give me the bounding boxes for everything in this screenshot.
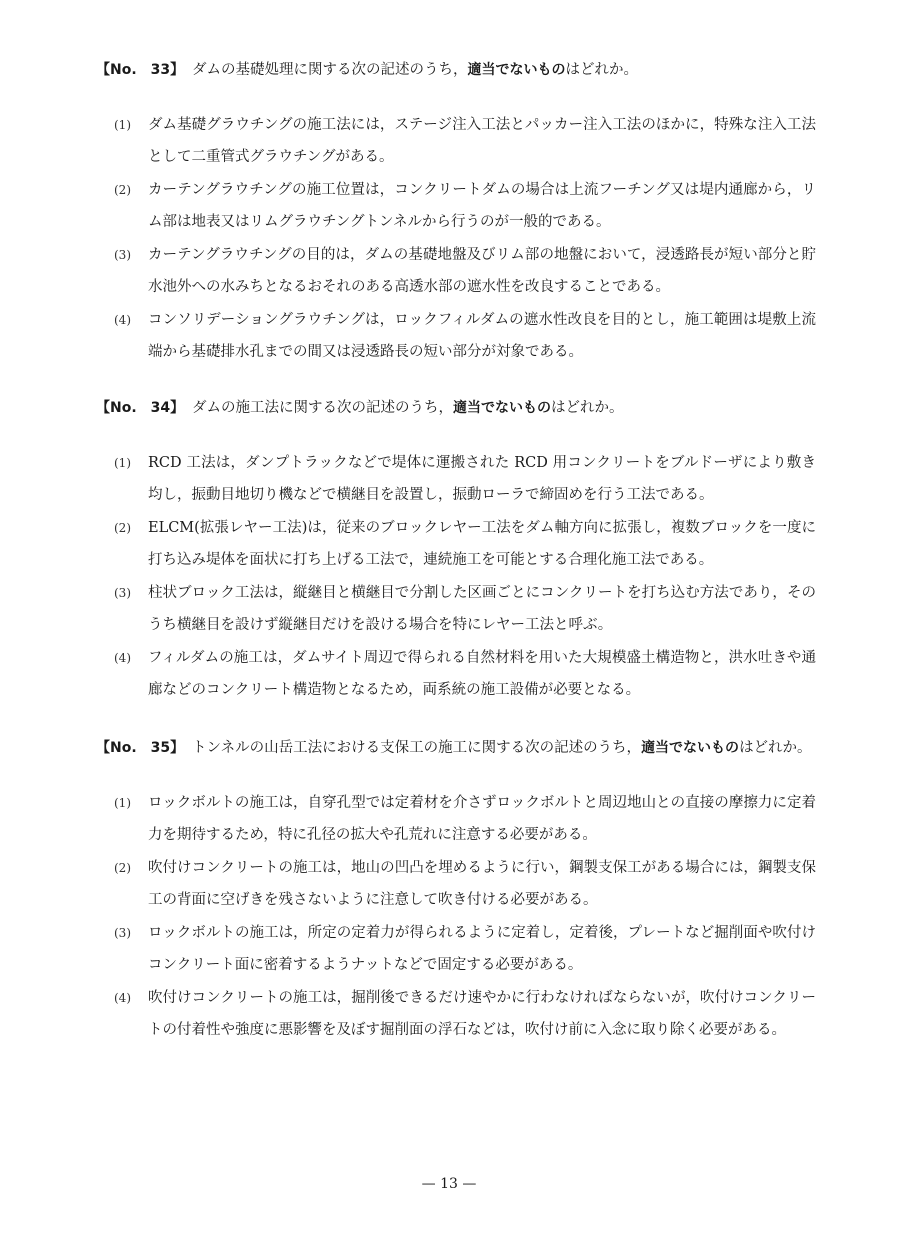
option-text: ダム基礎グラウチングの施工法には，ステージ注入工法とパッカー注入工法のほかに，特殊な注入工法として二重管式グラウチングがある。 — [148, 117, 816, 165]
option-number: (2) — [114, 183, 131, 197]
option-number: (3) — [114, 926, 131, 940]
option-number: (3) — [114, 586, 131, 600]
option-text: 吹付けコンクリートの施工は，掘削後できるだけ速やかに行わなければならないが，吹付けコンクリートの付着性や強度に悪影響を及ぼす掘削面の浮石などは，吹付け前に入念に取り除く必要がある。 — [148, 990, 816, 1038]
option-number: (4) — [114, 651, 131, 665]
option-text: ロックボルトの施工は，自穿孔型では定着材を介さずロックボルトと周辺地山との直接の摩擦力に定着力を期待するため，特に孔径の拡大や孔荒れに注意する必要がある。 — [148, 795, 816, 843]
question-number: 【No. 33】 — [96, 62, 185, 78]
question-stem: ダムの施工法に関する次の記述のうち，適当でないものはどれか。 — [192, 400, 624, 416]
option-text: 吹付けコンクリートの施工は，地山の凹凸を埋めるように行い，鋼製支保工がある場合には，鋼製支保工の背面に空げきを残さないように注意して吹き付ける必要がある。 — [148, 860, 816, 908]
option-item — [96, 642, 816, 706]
option-text: 柱状ブロック工法は，縦継目と横継目で分割した区画ごとにコンクリートを打ち込む方法であり，そのうち横継目を設けず縦継目だけを設ける場合を特にレヤー工法と呼ぶ。 — [148, 585, 816, 633]
option-number: (4) — [114, 313, 131, 327]
option-item — [96, 239, 816, 303]
option-text: ELCM(拡張レヤー工法)は，従来のブロックレヤー工法をダム軸方向に拡張し，複数ブロックを一度に打ち込み堤体を面状に打ち上げる工法で，連続施工を可能とする合理化施工法である。 — [148, 520, 816, 568]
question-stem: トンネルの山岳工法における支保工の施工に関する次の記述のうち，適当でないものはどれか。 — [192, 740, 812, 756]
option-text: RCD 工法は，ダンプトラックなどで堤体に運搬された RCD 用コンクリートをブルドーザにより敷き均し，振動目地切り機などで横継目を設置し，振動ローラで締固めを行う工法である。 — [148, 455, 816, 503]
option-item — [96, 304, 816, 368]
option-item — [96, 852, 816, 916]
option-item — [96, 917, 816, 981]
question-number: 【No. 34】 — [96, 400, 185, 416]
option-item — [96, 512, 816, 576]
emphasis-text: 適当でないもの — [467, 62, 566, 78]
option-item — [96, 982, 816, 1046]
question-33 — [96, 54, 816, 369]
option-number: (4) — [114, 991, 131, 1005]
option-item — [96, 174, 816, 238]
option-text: コンソリデーショングラウチングは，ロックフィルダムの遮水性改良を目的とし，施工範囲は堤敷上流端から基礎排水孔までの間又は浸透路長の短い部分が対象である。 — [148, 312, 816, 360]
option-item — [96, 577, 816, 641]
question-stem: ダムの基礎処理に関する次の記述のうち，適当でないものはどれか。 — [192, 62, 638, 78]
option-text: フィルダムの施工は，ダムサイト周辺で得られる自然材料を用いた大規模盛土構造物と，洪水吐きや通廊などのコンクリート構造物となるため，両系統の施工設備が必要となる。 — [148, 650, 816, 698]
question-34 — [96, 392, 816, 707]
option-item — [96, 109, 816, 173]
question-header — [96, 54, 816, 87]
option-text: カーテングラウチングの目的は，ダムの基礎地盤及びリム部の地盤において，浸透路長が短い部分と貯水池外への水みちとなるおそれのある高透水部の遮水性を改良することである。 — [148, 247, 816, 295]
emphasis-text: 適当でないもの — [641, 740, 740, 756]
option-item — [96, 787, 816, 851]
option-number: (1) — [114, 118, 131, 132]
options-list — [96, 447, 816, 706]
option-item — [96, 447, 816, 511]
option-text: カーテングラウチングの施工位置は，コンクリートダムの場合は上流フーチング又は堤内通廊から，リム部は地表又はリムグラウチングトンネルから行うのが一般的である。 — [148, 182, 816, 230]
option-number: (3) — [114, 248, 131, 262]
question-header — [96, 392, 816, 425]
option-text: ロックボルトの施工は，所定の定着力が得られるように定着し，定着後，プレートなど掘削面や吹付けコンクリート面に密着するようナットなどで固定する必要がある。 — [148, 925, 816, 973]
options-list — [96, 109, 816, 368]
question-35 — [96, 732, 816, 1047]
option-number: (1) — [114, 796, 131, 810]
question-header — [96, 732, 816, 765]
question-number: 【No. 35】 — [96, 740, 185, 756]
options-list — [96, 787, 816, 1046]
page-number: — 13 — — [421, 1176, 477, 1192]
option-number: (2) — [114, 521, 131, 535]
emphasis-text: 適当でないもの — [453, 400, 551, 416]
option-number: (1) — [114, 456, 131, 470]
option-number: (2) — [114, 861, 131, 875]
